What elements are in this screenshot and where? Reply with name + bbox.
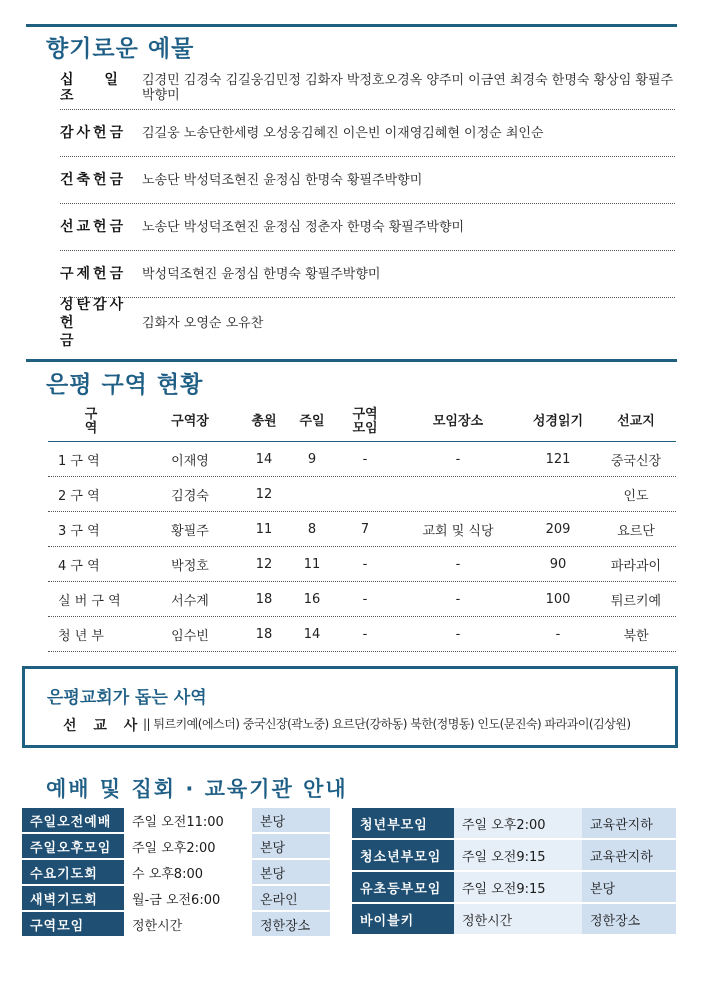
district-cell-place: - [455, 557, 461, 572]
offering-row-mission [60, 204, 675, 251]
schedule-place: 정한장소 [252, 912, 330, 936]
district-cell-district: 실 버 구 역 [58, 594, 121, 609]
schedule-label: 주일오후모임 [22, 834, 124, 858]
schedule-label: 청소년부모임 [352, 840, 454, 870]
schedule-row [22, 912, 330, 936]
district-cell-meeting: - [362, 452, 368, 467]
district-cell-mission: 파라과이 [610, 559, 662, 574]
schedule-row [352, 840, 676, 870]
offerings-top-rule [26, 24, 677, 27]
schedule-time: 정한시간 [454, 904, 582, 934]
district-row [48, 477, 676, 512]
schedule-time: 주일 오후2:00 [124, 834, 252, 858]
header-leader: 구역장 [171, 414, 209, 429]
district-cell-bible: 90 [549, 557, 567, 572]
district-cell-bible: - [555, 627, 561, 642]
schedule-row [352, 872, 676, 902]
schedule-place: 본당 [252, 834, 330, 858]
district-cell-total: 11 [255, 522, 273, 537]
district-row [48, 512, 676, 547]
header-meeting-line1: 구역 [352, 407, 378, 422]
schedule-label: 청년부모임 [352, 808, 454, 838]
offering-row-relief [60, 251, 675, 298]
districts-top-rule [26, 359, 677, 362]
district-cell-total: 18 [255, 627, 273, 642]
offering-label [60, 296, 142, 350]
schedule-right [352, 808, 676, 940]
schedule-label: 구역모임 [22, 912, 124, 936]
offering-label: 십 일 조 [60, 71, 131, 104]
district-cell-bible: 100 [545, 592, 571, 607]
schedule-label: 바이블키 [352, 904, 454, 934]
district-cell-total: 12 [255, 487, 273, 502]
schedule-place: 본당 [252, 808, 330, 832]
header-sunday: 주일 [299, 414, 325, 429]
offering-label-line2: 헌 금 [60, 315, 100, 349]
schedule-time: 주일 오전11:00 [124, 808, 252, 832]
header-place: 모임장소 [432, 414, 484, 429]
district-cell-leader: 박정호 [171, 559, 209, 574]
district-cell-place [398, 477, 518, 512]
schedule-label: 유초등부모임 [352, 872, 454, 902]
schedule-row [22, 860, 330, 884]
district-row [48, 582, 676, 617]
schedule-time: 주일 오전9:15 [454, 872, 582, 902]
schedule-time: 주일 오전9:15 [454, 840, 582, 870]
district-cell-mission: 중국신장 [610, 454, 662, 469]
schedule-row [352, 904, 676, 934]
missionary-list: || 튀르키예(에스더) 중국신장(곽노중) 요르단(강하동) 북한(정명동) 인도(문진숙) 파라과이(김상원) [143, 717, 631, 731]
district-cell-place: 교회 및 식당 [422, 524, 494, 539]
offering-row-building [60, 157, 675, 204]
district-cell-district: 1 구 역 [58, 454, 100, 469]
schedule-label: 주일오전예배 [22, 808, 124, 832]
district-row [48, 442, 676, 477]
district-cell-total: 12 [255, 557, 273, 572]
schedule-place: 교육관지하 [582, 840, 676, 870]
district-cell-mission: 요르단 [617, 524, 655, 539]
schedule-label: 새벽기도회 [22, 886, 124, 910]
offering-names: 김길웅 노송단한세령 오성웅김혜진 이은빈 이재영김혜현 이정순 최인순 [142, 125, 544, 141]
district-cell-leader: 황필주 [171, 524, 209, 539]
district-cell-meeting: 7 [360, 522, 370, 537]
schedule-row [352, 808, 676, 838]
district-cell-meeting: - [362, 592, 368, 607]
header-meeting-line2: 모임 [352, 421, 378, 436]
district-cell-meeting: - [362, 627, 368, 642]
district-cell-district: 4 구 역 [58, 559, 100, 574]
district-cell-bible [518, 477, 598, 512]
schedule-place: 교육관지하 [582, 808, 676, 838]
district-cell-district: 청 년 부 [58, 629, 104, 644]
schedule-title: 예배 및 집회 · 교육기관 안내 [46, 777, 348, 801]
schedule-row [22, 808, 330, 832]
schedule-label: 수요기도회 [22, 860, 124, 884]
district-cell-leader: 김경숙 [171, 489, 209, 504]
district-cell-sunday: 14 [303, 627, 321, 642]
district-cell-bible: 121 [545, 452, 571, 467]
header-mission: 선교지 [617, 414, 655, 429]
schedule-time: 월-금 오전6:00 [124, 886, 252, 910]
district-cell-meeting [338, 477, 392, 512]
offerings-title: 향기로운 예물 [46, 36, 195, 62]
offering-label: 구제헌금 [60, 266, 127, 282]
district-cell-sunday: 9 [307, 452, 317, 467]
district-cell-place: - [455, 592, 461, 607]
mission-support-box [22, 666, 678, 748]
district-cell-place: - [455, 627, 461, 642]
schedule-place: 정한장소 [582, 904, 676, 934]
schedule-place: 본당 [582, 872, 676, 902]
offering-label-line1: 성탄감사 [60, 297, 127, 313]
offering-label: 감사헌금 [60, 125, 127, 141]
offering-label: 건축헌금 [60, 172, 127, 188]
header-total: 총원 [251, 414, 277, 429]
district-cell-total: 14 [255, 452, 273, 467]
district-cell-leader: 임수빈 [171, 629, 209, 644]
district-cell-sunday [290, 477, 334, 512]
district-cell-meeting: - [362, 557, 368, 572]
district-cell-sunday: 8 [307, 522, 317, 537]
district-row [48, 547, 676, 582]
offering-row-thanks [60, 110, 675, 157]
offering-names: 노송단 박성덕조현진 윤정심 한명숙 황필주박향미 [142, 172, 423, 188]
schedule-row [22, 834, 330, 858]
schedule-row [22, 886, 330, 910]
district-cell-place: - [455, 452, 461, 467]
offering-names: 노송단 박성덕조현진 윤정심 정춘자 한명숙 황필주박향미 [142, 219, 465, 235]
district-cell-total: 18 [255, 592, 273, 607]
header-bible: 성경읽기 [532, 414, 584, 429]
district-row [48, 617, 676, 652]
district-cell-mission: 튀르키예 [610, 594, 662, 609]
header-district: 구 역 [84, 407, 138, 436]
district-cell-bible: 209 [545, 522, 571, 537]
offering-label: 선교헌금 [60, 219, 127, 235]
mission-support-title: 은평교회가 돕는 사역 [47, 688, 207, 708]
schedule-time: 정한시간 [124, 912, 252, 936]
offering-row-tithe [60, 66, 675, 110]
district-cell-leader: 이재영 [171, 454, 209, 469]
district-cell-leader: 서수계 [171, 594, 209, 609]
districts-title: 은평 구역 현황 [46, 372, 204, 398]
district-cell-district: 2 구 역 [58, 489, 100, 504]
offering-names: 김화자 오영순 오유찬 [142, 315, 264, 331]
header-meeting [338, 402, 392, 442]
schedule-place: 온라인 [252, 886, 330, 910]
schedule-time: 주일 오후2:00 [454, 808, 582, 838]
districts-table-header [48, 402, 676, 442]
offering-row-christmas [60, 298, 675, 348]
district-cell-mission: 인도 [623, 489, 649, 504]
schedule-left [22, 808, 330, 940]
schedule-time: 수 오후8:00 [124, 860, 252, 884]
district-cell-sunday: 11 [303, 557, 321, 572]
offering-names: 박성덕조현진 윤정심 한명숙 황필주박향미 [142, 266, 381, 282]
district-cell-sunday: 16 [303, 592, 321, 607]
district-cell-district: 3 구 역 [58, 524, 100, 539]
district-cell-mission: 북한 [623, 629, 649, 644]
schedule-place: 본당 [252, 860, 330, 884]
missionary-label: 선 교 사 [63, 718, 144, 734]
offering-names: 김경민 김경숙 김길웅김민정 김화자 박정호오경옥 양주미 이금연 최경숙 한명숙 황상임 황필주박향미 [142, 72, 674, 103]
